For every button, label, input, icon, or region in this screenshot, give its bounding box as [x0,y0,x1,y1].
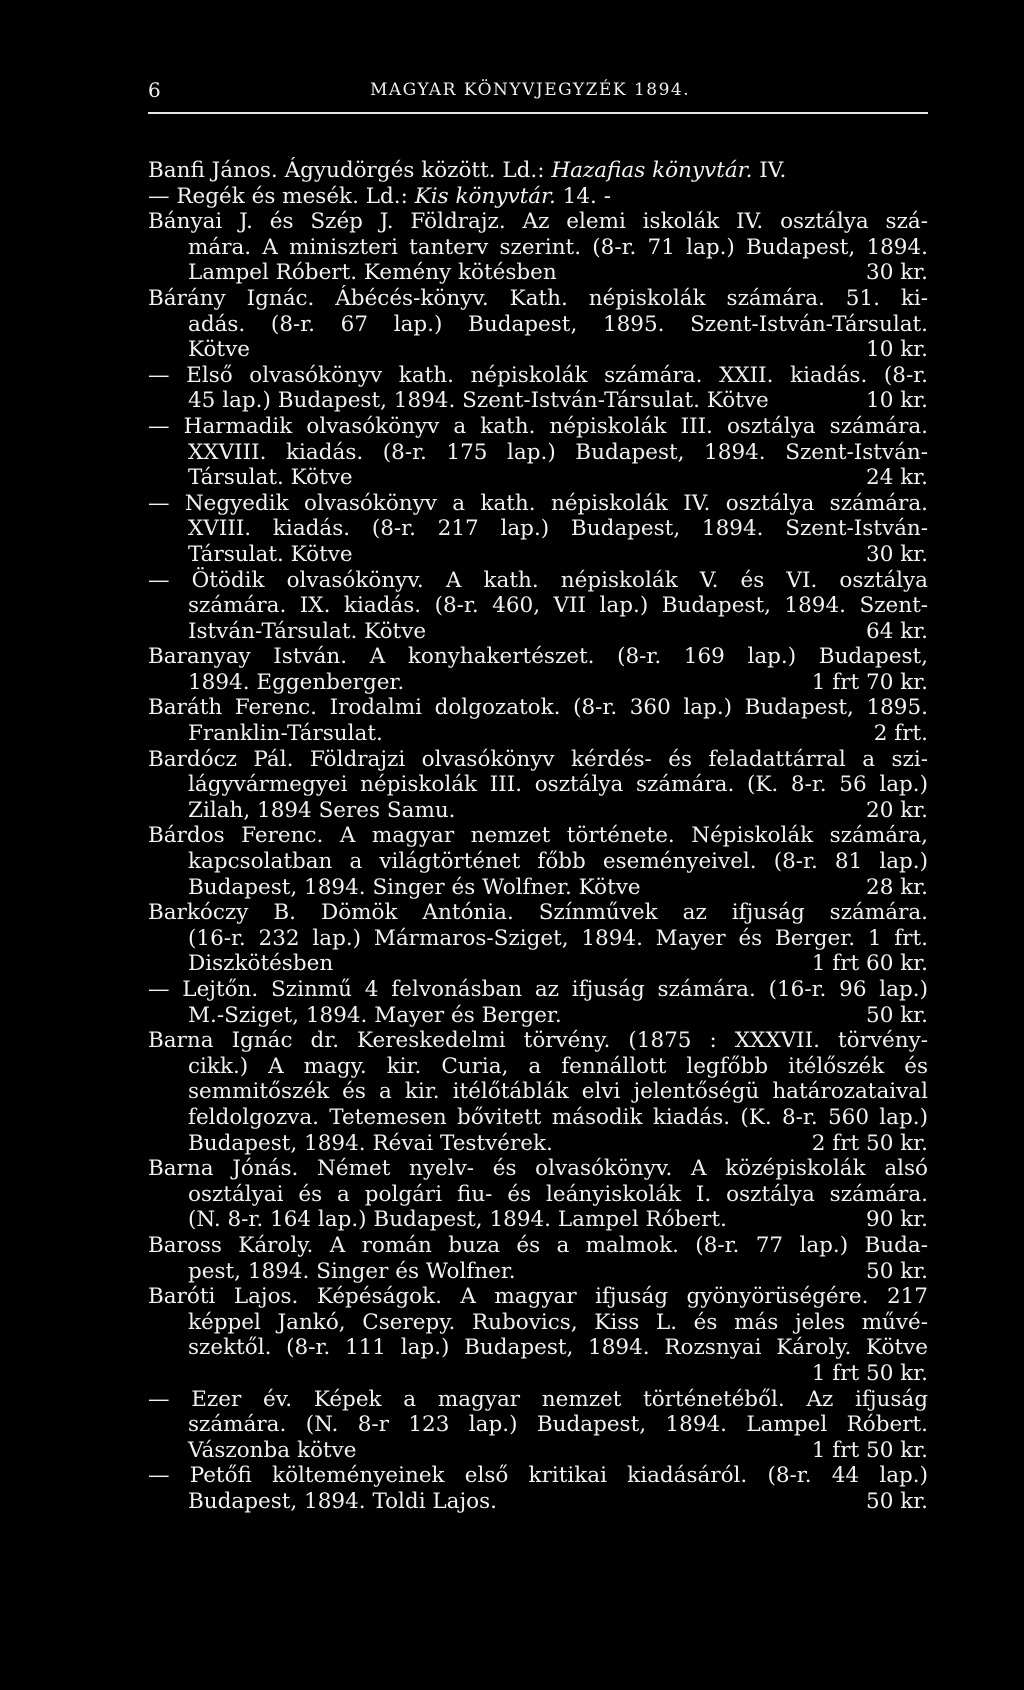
line-text: (N. 8-r. 164 lap.) Budapest, 1894. Lampel Róbert. [188,1207,727,1233]
catalog-line [148,1438,928,1464]
line-text: mára. A miniszteri tanterv szerint. (8-r. 71 lap.) Budapest, 1894. [188,234,928,260]
catalog-line [148,235,928,261]
line-text: — Lejtőn. Szinmű 4 felvonásban az ifjuság számára. (16-r. 96 lap.) [148,977,928,1002]
line-text: Diszkötésben [188,951,334,977]
line-text: Budapest, 1894. Toldi Lajos. [188,1488,497,1514]
catalog-line [148,926,928,952]
line-text: XVIII. kiadás. (8-r. 217 lap.) Budapest, 1894. Szent-István- [188,516,928,542]
entry-list [148,158,928,1514]
price: 90 kr. [866,1207,928,1233]
catalog-line [148,1054,928,1080]
line-text: Budapest, 1894. Révai Testvérek. [188,1130,553,1156]
line-text: István-Társulat. Kötve [188,618,427,644]
catalog-line [148,312,928,338]
catalog-line [148,1079,928,1105]
catalog-line [148,516,928,542]
catalog-line [148,158,928,184]
line-text: Barna Jónás. Német nyelv- és olvasókönyv. A középiskolák alsó [148,1156,928,1182]
line-text: képpel Jankó, Cserepy. Rubovics, Kiss L. és más jeles művé- [188,1309,928,1335]
line-text: — Negyedik olvasókönyv a kath. népiskolák IV. osztálya számára. [148,490,928,516]
catalog-line [148,440,928,466]
line-text: Vászonba kötve [188,1437,357,1463]
line-text: pest, 1894. Singer és Wolfner. [188,1258,516,1284]
line-text: Baranyay István. A konyhakertészet. (8-r. 169 lap.) Budapest, [148,644,928,670]
price: 50 kr. [866,1002,928,1028]
catalog-line [148,260,928,286]
line-text: (16-r. 232 lap.) Mármaros-Sziget, 1894. Mayer és Berger. 1 frt. [188,925,928,951]
line-text-tail: 14. - [555,183,611,209]
price: 30 kr. [866,541,928,567]
series-title: Kis könyvtár. [414,183,556,209]
price: 50 kr. [866,1488,928,1514]
catalog-line [148,1387,928,1413]
line-text: 45 lap.) Budapest, 1894. Szent-István-Társulat. Kötve [188,388,769,414]
catalog-line [148,1028,928,1054]
price: 2 frt. [873,721,928,747]
line-text: feldolgozva. Tetemesen bővitett második kiadás. (K. 8-r. 560 lap.) [188,1104,928,1130]
line-text: Bárány Ignác. Ábécés-könyv. Kath. népiskolák számára. 51. ki- [148,285,928,311]
line-text: Társulat. Kötve [188,541,353,567]
catalog-line [148,977,928,1003]
price: 30 kr. [866,260,928,286]
catalog-line [148,1463,928,1489]
price: 50 kr. [866,1258,928,1284]
catalog-line [148,900,928,926]
catalog-line [148,1156,928,1182]
line-text: szektől. (8-r. 111 lap.) Budapest, 1894. Rozsnyai Károly. Kötve [188,1335,928,1361]
catalog-line [148,1412,928,1438]
line-text: cikk.) A magy. kir. Curia, a fennállott legfőbb itélőszék és [188,1053,928,1079]
catalog-line [148,1259,928,1285]
catalog-line [148,772,928,798]
catalog-line [148,695,928,721]
line-text: Baross Károly. A román buza és a malmok. (8-r. 77 lap.) Buda- [148,1232,928,1258]
catalog-line [148,1284,928,1310]
line-text: Zilah, 1894 Seres Samu. [188,797,456,823]
price: 20 kr. [866,797,928,823]
line-text: semmitőszék és a kir. itélőtáblák elvi jelentőségü határozataival [188,1079,928,1105]
catalog-line [148,1361,928,1387]
line-text: — Harmadik olvasókönyv a kath. népiskolák III. osztálya számára. [148,413,928,439]
line-text: számára. IX. kiadás. (8-r. 460, VII lap.) Budapest, 1894. Szent- [188,593,928,619]
catalog-line [148,619,928,645]
catalog-line [148,1003,928,1029]
line-text: adás. (8-r. 67 lap.) Budapest, 1895. Szent-István-Társulat. [188,311,928,337]
catalog-line [148,1489,928,1515]
line-text: — Ötödik olvasókönyv. A kath. népiskolák V. és VI. osztálya [148,567,928,593]
line-text: — Első olvasókönyv kath. népiskolák számára. XXII. kiadás. (8-r. [148,362,928,388]
catalog-line [148,414,928,440]
line-text: Barkóczy B. Dömök Antónia. Színművek az ifjuság számára. [148,900,928,926]
catalog-line [148,388,928,414]
catalog-line [148,721,928,747]
line-text: XXVIII. kiadás. (8-r. 175 lap.) Budapest, 1894. Szent-István- [188,439,928,465]
price: 28 kr. [866,874,928,900]
catalog-line [148,1207,928,1233]
line-text: osztályai és a polgári fiu- és leányiskolák I. osztálya számára. [188,1181,928,1207]
catalog-line [148,184,928,210]
price: 1 frt 50 kr. [811,1437,928,1463]
running-title: MAGYAR KÖNYVJEGYZÉK 1894. [370,80,691,100]
catalog-line [148,644,928,670]
price: 10 kr. [866,337,928,363]
header-rule [148,112,928,114]
line-text: — Ezer év. Képek a magyar nemzet történetéből. Az ifjuság [148,1386,928,1412]
price: 2 frt 50 kr. [811,1130,928,1156]
catalog-line [148,1105,928,1131]
catalog-line [148,593,928,619]
catalog-line [148,1233,928,1259]
price: 10 kr. [866,388,928,414]
line-text: Baráth Ferenc. Irodalmi dolgozatok. (8-r. 360 lap.) Budapest, 1895. [148,695,928,721]
line-text: Barna Ignác dr. Kereskedelmi törvény. (1875 : XXXVII. törvény- [148,1028,928,1054]
catalog-line [148,209,928,235]
catalog-line [148,465,928,491]
catalog-line [148,1182,928,1208]
catalog-line [148,798,928,824]
catalog-line [148,363,928,389]
line-text: Bardócz Pál. Földrajzi olvasókönyv kérdés- és feladattárral a szi- [148,746,928,772]
line-text: Baróti Lajos. Képéságok. A magyar ifjuság gyönyörüségére. 217 [148,1284,928,1310]
line-text: Bárdos Ferenc. A magyar nemzet története. Népiskolák számára, [148,823,928,849]
catalog-line [148,491,928,517]
line-text: kapcsolatban a világtörténet főbb eseményeivel. (8-r. 81 lap.) [188,849,928,875]
catalog-line [148,568,928,594]
line-text: Bányai J. és Szép J. Földrajz. Az elemi iskolák IV. osztálya szá- [148,209,928,235]
price: 1 frt 60 kr. [811,951,928,977]
catalog-line [148,823,928,849]
price: 64 kr. [866,618,928,644]
catalog-line [148,875,928,901]
line-text: Kötve [188,337,250,363]
catalog-line [148,951,928,977]
catalog-line [148,1131,928,1157]
line-text: Lampel Róbert. Kemény kötésben [188,260,557,286]
price: 24 kr. [866,465,928,491]
line-text: — Regék és mesék. Ld.: [148,183,415,209]
line-text: — Petőfi költeményeinek első kritikai kiadásáról. (8-r. 44 lap.) [148,1463,928,1489]
line-text: Társulat. Kötve [188,465,353,491]
line-text: Franklin-Társulat. [188,721,383,747]
series-title: Hazafias könyvtár. [551,158,753,183]
catalog-line [148,849,928,875]
page-number: 6 [148,78,162,102]
catalog-line [148,670,928,696]
catalog-line [148,1310,928,1336]
line-text-tail: IV. [752,158,787,183]
catalog-line [148,286,928,312]
line-text: Banfi János. Ágyudörgés között. Ld.: [148,158,552,183]
catalog-line [148,337,928,363]
line-text: számára. (N. 8-r 123 lap.) Budapest, 1894. Lampel Róbert. [188,1412,928,1438]
line-text: M.-Sziget, 1894. Mayer és Berger. [188,1002,562,1028]
line-text: lágyvármegyei népiskolák III. osztálya számára. (K. 8-r. 56 lap.) [188,772,928,798]
line-text: Budapest, 1894. Singer és Wolfner. Kötve [188,874,641,900]
price: 1 frt 70 kr. [811,669,928,695]
price: 1 frt 50 kr. [811,1360,928,1386]
catalog-line [148,1335,928,1361]
catalog-line [148,542,928,568]
line-text: 1894. Eggenberger. [188,669,405,695]
catalog-line [148,747,928,773]
